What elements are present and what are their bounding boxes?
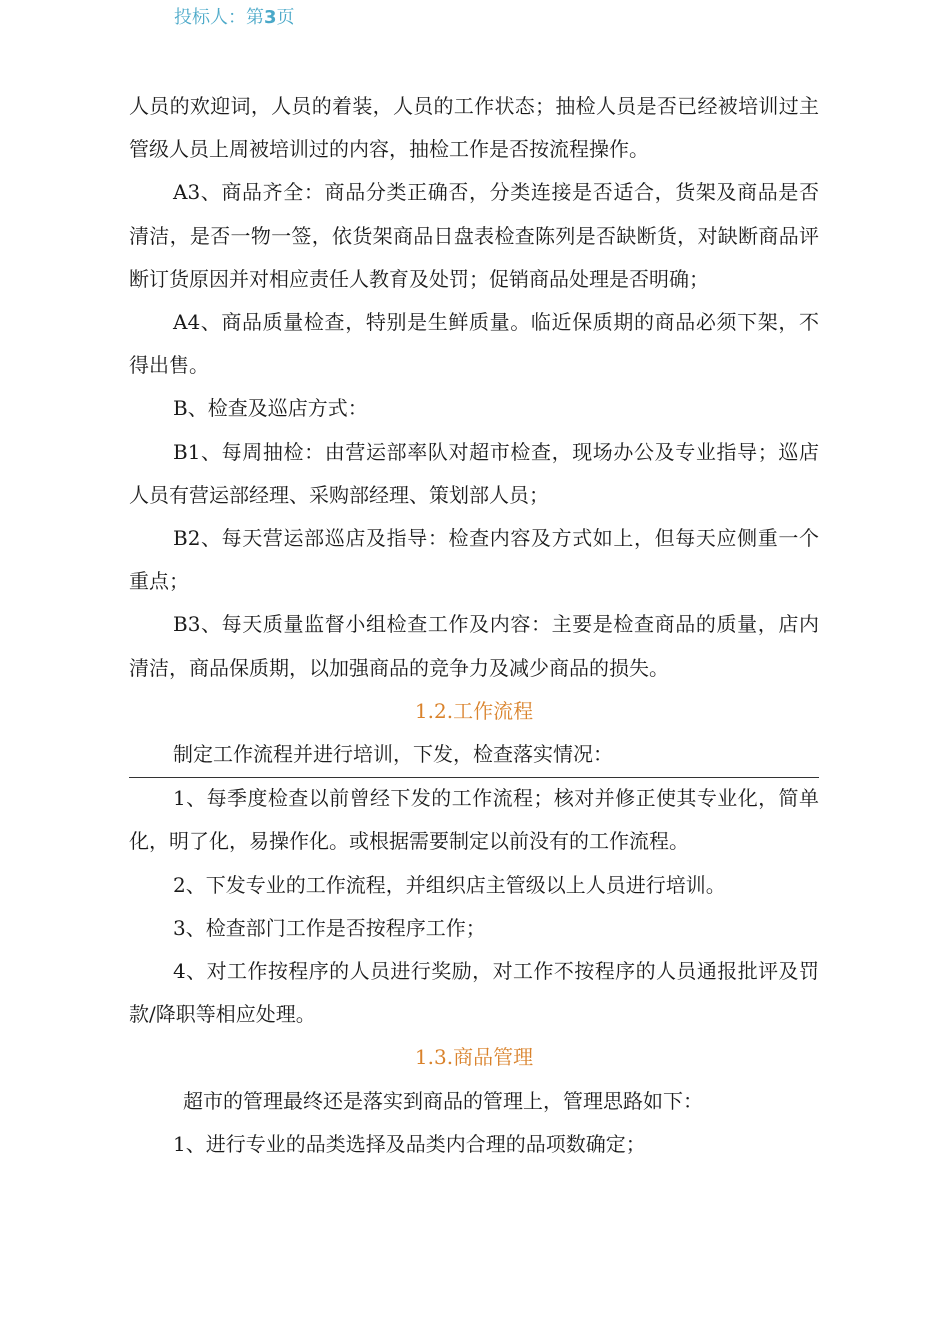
header-prefix: 投标人：第: [174, 7, 264, 28]
paragraph-workflow-1: 1、每季度检查以前曾经下发的工作流程；核对并修正使其专业化，简单化，明了化，易操作化。或根据需要制定以前没有的工作流程。: [129, 786, 819, 854]
paragraph-b: B、检查及巡店方式：: [173, 396, 368, 421]
paragraph-workflow-2: 2、下发专业的工作流程，并组织店主管级以上人员进行培训。: [173, 872, 726, 897]
paragraph-product-1: 1、进行专业的品类选择及品类内合理的品项数确定；: [173, 1131, 646, 1156]
page-header: [174, 6, 295, 30]
paragraph-a3: A3、商品齐全：商品分类正确否，分类连接是否适合，货架及商品是否清洁，是否一物一签，依货架商品日盘表检查陈列是否缺断货，对缺断商品评断订货原因并对相应责任人教育及处罚；促销商品处理是否明确；: [129, 180, 819, 291]
section-heading-workflow: 1.2.工作流程: [414, 698, 534, 723]
paragraph-staff-check: 人员的欢迎词，人员的着装，人员的工作状态；抽检人员是否已经被培训过主管级人员上周被培训过的内容，抽检工作是否按流程操作。: [129, 94, 819, 162]
paragraph-workflow-3: 3、检查部门工作是否按程序工作；: [173, 915, 486, 940]
paragraph-product-intro: 超市的管理最终还是落实到商品的管理上，管理思路如下：: [183, 1088, 703, 1113]
paragraph-a4: A4、商品质量检查，特别是生鲜质量。临近保质期的商品必须下架，不得出售。: [129, 310, 819, 378]
paragraph-workflow-intro: 制定工作流程并进行培训，下发，检查落实情况：: [173, 742, 613, 767]
document-body: [129, 85, 819, 1166]
paragraph-b3: B3、每天质量监督小组检查工作及内容：主要是检查商品的质量，店内清洁，商品保质期，以加强商品的竞争力及减少商品的损失。: [129, 612, 819, 680]
header-page-number: 3: [264, 7, 277, 28]
header-suffix: 页: [276, 7, 295, 28]
paragraph-b2: B2、每天营运部巡店及指导：检查内容及方式如上，但每天应侧重一个重点；: [129, 526, 819, 594]
paragraph-workflow-4: 4、对工作按程序的人员进行奖励，对工作不按程序的人员通报批评及罚款/降职等相应处理。: [129, 959, 819, 1027]
section-heading-product: 1.3.商品管理: [414, 1045, 534, 1070]
paragraph-b1: B1、每周抽检：由营运部率队对超市检查，现场办公及专业指导；巡店人员有营运部经理、采购部经理、策划部人员；: [129, 439, 819, 507]
